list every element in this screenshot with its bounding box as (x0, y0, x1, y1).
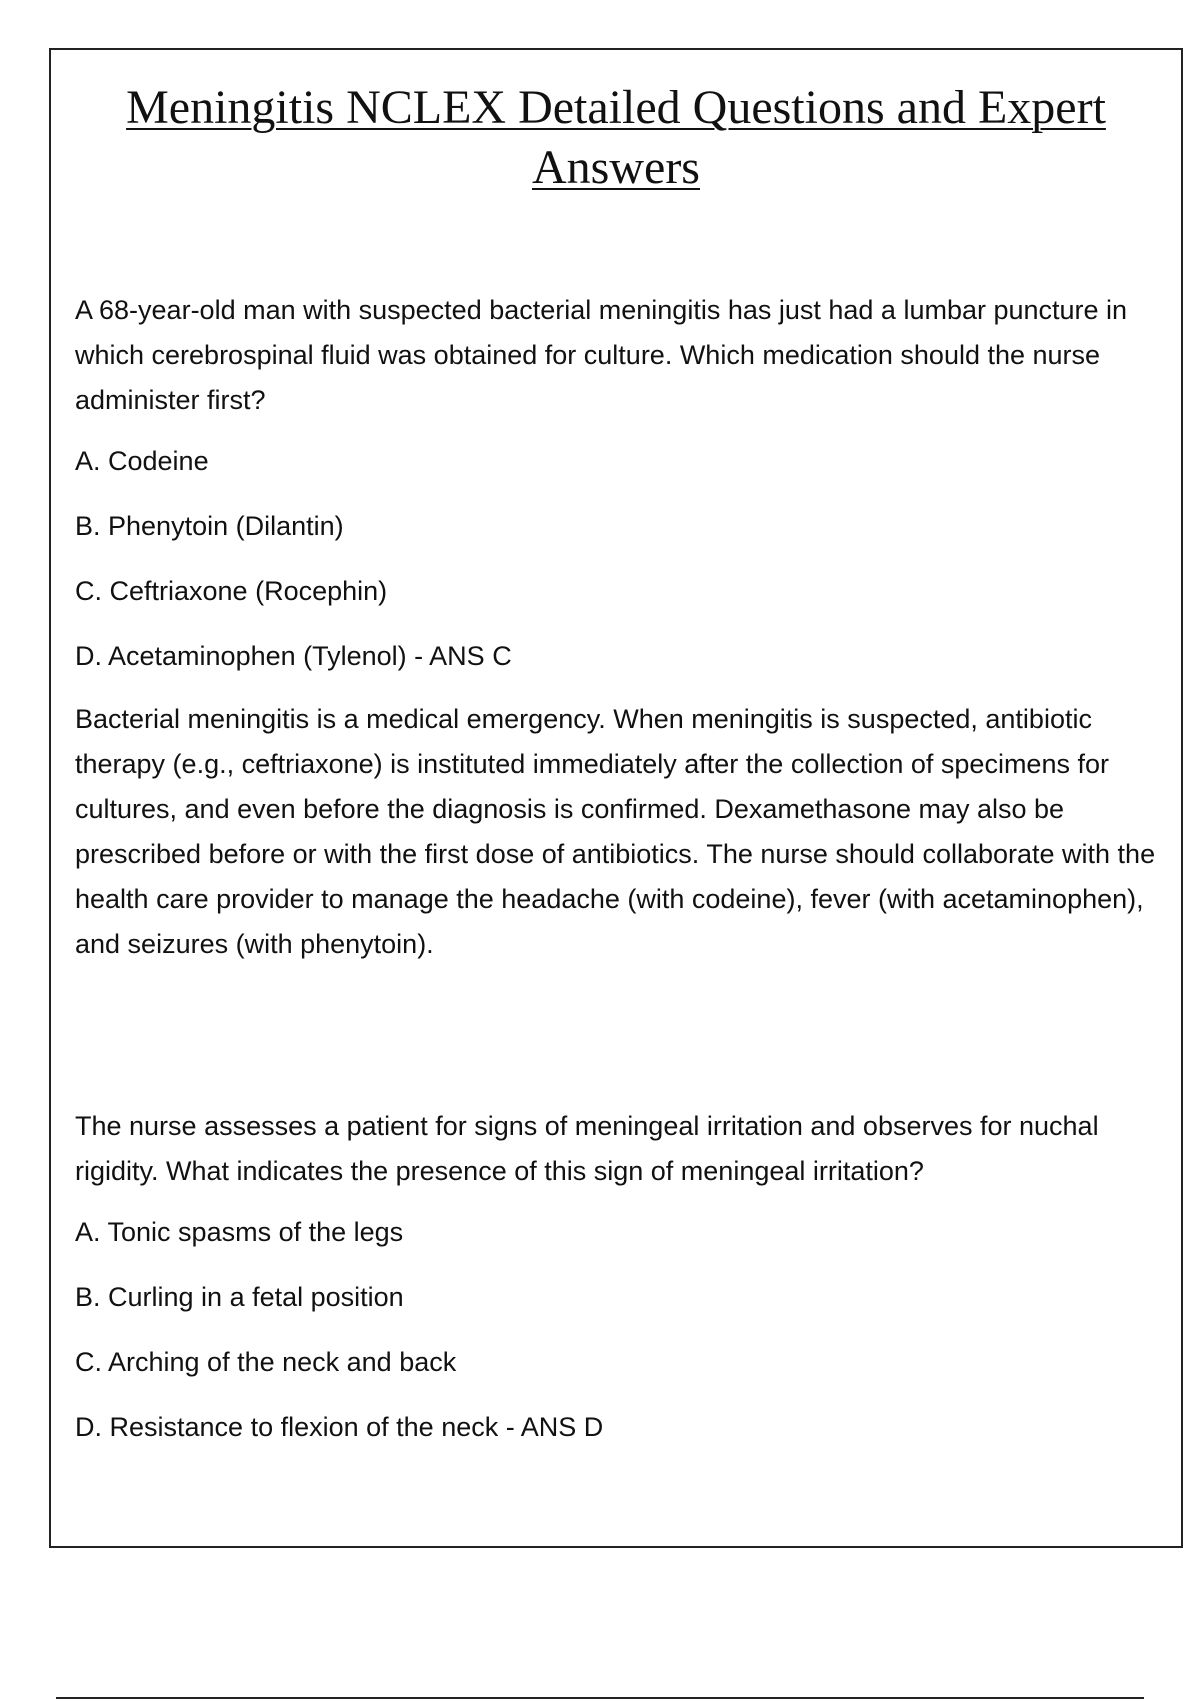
answer-option-a: A. Tonic spasms of the legs (75, 1217, 404, 1247)
answer-option-b: B. Curling in a fetal position (75, 1282, 404, 1312)
answer-option-b: B. Phenytoin (Dilantin) (75, 511, 344, 541)
question-text: A 68-year-old man with suspected bacterial meningitis has just had a lumbar puncture in which cerebrospinal fluid was obtained for culture. Which medication should the nurse administer first? (75, 295, 1128, 415)
answer-option-d: D. Resistance to flexion of the neck - ANS D (75, 1412, 604, 1442)
question-block-2 (75, 1104, 1161, 1450)
answer-option-c: C. Arching of the neck and back (75, 1347, 457, 1377)
question-text: The nurse assesses a patient for signs of meningeal irritation and observes for nuchal rigidity. What indicates the presence of this sign of meningeal irritation? (75, 1111, 1099, 1186)
answer-option-a: A. Codeine (75, 446, 209, 476)
document-title: Meningitis NCLEX Detailed Questions and Expert Answers (126, 81, 1106, 194)
page-frame (49, 48, 1183, 1548)
answer-explanation: Bacterial meningitis is a medical emergency. When meningitis is suspected, antibiotic therapy (e.g., ceftriaxone) is instituted immediately after the collection of specimens for cultures, and even before the diagnosis is confirmed. Dexamethasone may also be prescribed before or with the first dose of antibiotics. The nurse should collaborate with the health care provider to manage the headache (with codeine), fever (with acetaminophen), and seizures (with phenytoin). (75, 704, 1156, 959)
answer-option-c: C. Ceftriaxone (Rocephin) (75, 576, 388, 606)
answer-option-d: D. Acetaminophen (Tylenol) - ANS C (75, 641, 512, 671)
question-block-1 (75, 288, 1161, 967)
footer-divider (56, 1697, 1144, 1699)
